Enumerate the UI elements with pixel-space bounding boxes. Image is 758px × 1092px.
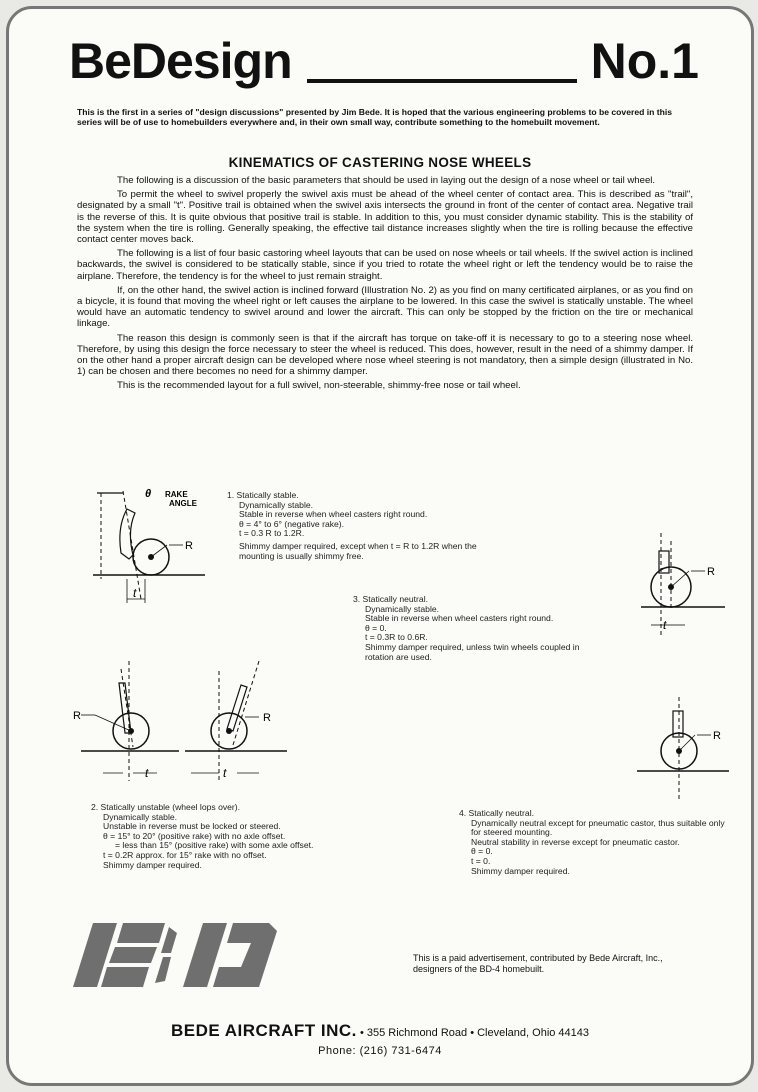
caption-figure-1	[227, 491, 497, 561]
caption-figure-4	[459, 809, 729, 876]
caption-line: Dynamically stable.	[239, 499, 314, 510]
caption-line: t = 0.3 R to 1.2R.	[239, 528, 305, 539]
caption-line: Stable in reverse when wheel casters right round.	[365, 613, 554, 624]
trail-label: t	[145, 766, 149, 780]
company-phone: Phone: (216) 731-6474	[318, 1045, 442, 1057]
company-address: • 355 Richmond Road • Cleveland, Ohio 44143	[359, 1027, 590, 1039]
caption-line: Shimmy damper required.	[103, 859, 202, 870]
caption-line: 3. Statically neutral.	[353, 594, 428, 604]
trail-label: t	[133, 586, 137, 600]
masthead	[69, 33, 699, 93]
radius-label: R	[185, 540, 193, 552]
caption-line: Shimmy damper required, unless twin wheels coupled in rotation are used.	[365, 641, 580, 662]
radius-label: R	[713, 730, 721, 742]
caption-line: = less than 15° (positive rake) with some axle offset.	[115, 840, 314, 851]
paragraph: The following is a discussion of the basic parameters that should be used in laying out the design of a nose wheel or tail wheel.	[117, 175, 656, 186]
caption-figure-2	[91, 803, 361, 870]
figure-1-diagram	[83, 479, 223, 605]
article-body	[77, 175, 693, 395]
article-heading: KINEMATICS OF CASTERING NOSE WHEELS	[228, 155, 532, 170]
paragraph: This is the recommended layout for a full swivel, non-steerable, shimmy-free nose or tail wheel.	[117, 380, 521, 392]
caption-line: Unstable in reverse must be locked or steered.	[103, 821, 281, 832]
caption-line: 1. Statically stable.	[227, 490, 299, 500]
trail-label: t	[223, 766, 227, 780]
radius-label: R	[263, 712, 271, 724]
theta-label: θ	[145, 488, 152, 500]
figure-3-diagram	[633, 529, 733, 641]
page	[6, 6, 754, 1086]
caption-line: Neutral stability in reverse except for pneumatic castor.	[471, 836, 680, 847]
paragraph: If, on the other hand, the swivel action is inclined forward (Illustration No. 2) as you find on many certificated airplanes, or as you find on a bicycle, it is found that moving the wheel right or left causes the airplane to be lowered. In this case the swivel is statically unstable. The wheel would have an automatic tendency to swivel around and lower the aircraft. This can only be stopped by the friction on the tire or mechanical linkage.	[77, 284, 693, 330]
caption-line: 2. Statically unstable (wheel lops over).	[91, 802, 241, 812]
rake-label: RAKE	[165, 490, 188, 499]
caption-line: 4. Statically neutral.	[459, 808, 534, 818]
advertisement-note: This is a paid advertisement, contributed by Bede Aircraft, Inc., designers of the BD-4 homebuilt.	[413, 953, 663, 974]
caption-line: θ = 15° to 20° (positive rake) with no axle offset.	[103, 830, 286, 841]
caption-line: Dynamically stable.	[103, 811, 178, 822]
figure-4-diagram	[633, 693, 733, 803]
caption-line: θ = 0.	[471, 846, 493, 857]
paragraph: To permit the wheel to swivel properly the swivel axis must be ahead of the wheel center of contact area. This is described as "trail", designated by a small "t". Positive trail is obtained when the swivel axis intersects the ground in front of the center of contact area. Negative trail is the reverse of this. It is quite obvious that positive trail is stable. In addition to this, you must consider dynamic stability. This is the stability of the system when the tire is rolling. Generally speaking, the effective tail distance increases slightly when the tire is rolling because the effective contact center moves back.	[77, 189, 693, 246]
figure-2-diagram	[73, 655, 293, 787]
radius-label: R	[707, 566, 715, 578]
angle-label: ANGLE	[169, 499, 197, 508]
trail-label: t	[663, 618, 667, 632]
intro-text: This is the first in a series of "design discussions" presented by Jim Bede. It is hoped that the various engineering problems to be covered in this series will be of use to homebuilders everywhere and, in their own small way, contribute something to the homebuilt movement.	[77, 107, 673, 127]
bd-logo	[73, 921, 293, 989]
caption-line: Shimmy damper required, except when t = R to 1.2R when the mounting is usually shimmy free.	[239, 540, 477, 561]
footer-address-line	[9, 1021, 751, 1041]
caption-line: Dynamically stable.	[365, 603, 440, 614]
title-rule	[307, 79, 577, 83]
caption-line: Shimmy damper required.	[471, 865, 570, 876]
caption-line: θ = 0.	[365, 622, 387, 633]
caption-line: t = 0.	[471, 855, 491, 866]
brand-title: BeDesign	[69, 33, 292, 89]
company-name: BEDE AIRCRAFT INC.	[170, 1021, 357, 1040]
caption-line: t = 0.2R approx. for 15° rake with no offset.	[103, 849, 267, 860]
caption-line: Dynamically neutral except for pneumatic castor, thus suitable only for steered mounting.	[471, 817, 725, 838]
caption-line: Stable in reverse when wheel casters right round.	[239, 509, 428, 520]
caption-line: θ = 4° to 6° (negative rake).	[239, 518, 345, 529]
paragraph: The reason this design is commonly seen is that if the aircraft has torque on take-off it is necessary to go to a steering nose wheel. Therefore, by using this design the force necessary to steer the wheel is reduced. This does, however, result in the need of a shimmy damper. If on the other hand a proper aircraft design can be developed where nose wheel steering is not mandatory, then a simple design (illustrated in No. 1) can be chosen and there becomes no need for a shimmy damper.	[77, 332, 693, 378]
caption-figure-3	[353, 595, 605, 662]
issue-number: No.1	[590, 33, 699, 89]
radius-label: R	[73, 710, 81, 722]
paragraph: The following is a list of four basic castoring wheel layouts that can be used on nose wheels or tail wheels. If the swivel action is inclined backwards, the swivel is considered to be statically stable, since if you tried to rotate the wheel right or left the tendency would be to raise the airplane. Therefore, the tendency is for the wheel to just remain straight.	[77, 248, 693, 282]
caption-line: t = 0.3R to 0.6R.	[365, 632, 428, 643]
